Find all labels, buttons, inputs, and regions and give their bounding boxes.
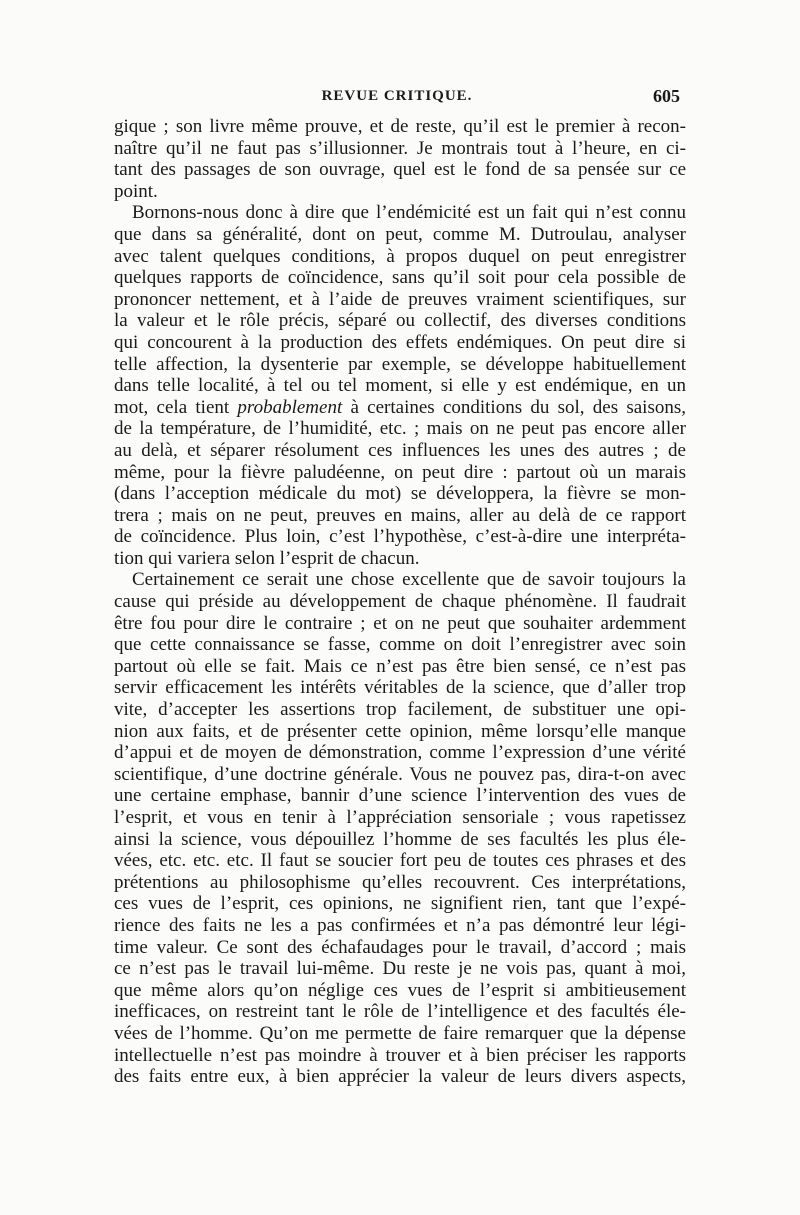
text-line: de la température, de l’humidité, etc. ; mais on ne peut pas encore aller: [114, 418, 686, 440]
text-line: inefficaces, on restreint tant le rôle de l’intelligence et des facultés éle-: [114, 1001, 686, 1023]
text-line: au delà, et séparer résolument ces influences les unes des autres ; de: [114, 439, 686, 461]
text-line: point.: [114, 180, 158, 202]
text-line: ces vues de l’esprit, ces opinions, ne signifient rien, tant que l’expé-: [114, 893, 686, 915]
text-line: cause qui préside au développement de chaque phénomène. Il faudrait: [114, 591, 686, 613]
text-line: time valeur. Ce sont des échafaudages pour le travail, d’accord ; mais: [114, 936, 686, 958]
text-line: l’esprit, et vous en tenir à l’appréciation sensoriale ; vous rapetissez: [114, 807, 686, 828]
text-line: intellectuelle n’est pas moindre à trouver et à bien préciser les rapports: [114, 1044, 686, 1066]
body-text: [114, 116, 686, 1088]
text-line: vite, d’accepter les assertions trop facilement, de substituer une opi-: [114, 699, 686, 721]
text-line: être fou pour dire le contraire ; et on ne peut que souhaiter ardemment: [114, 612, 686, 634]
text-line: Bornons-nous donc à dire que l’endémicité est un fait qui n’est connu: [132, 202, 686, 224]
text-line: des faits entre eux, à bien apprécier la valeur de leurs divers aspects,: [114, 1066, 686, 1088]
text-line: gique ; son livre même prouve, et de reste, qu’il est le premier à recon-: [114, 116, 686, 137]
text-segment: mot, cela tient: [114, 396, 238, 418]
text-line: trera ; mais on ne peut, preuves en mains, aller au delà de ce rapport: [114, 504, 686, 526]
text-line: telle affection, la dysenterie par exemple, se développe habituellement: [114, 353, 686, 375]
text-line: naître qu’il ne faut pas s’illusionner. Je montrais tout à l’heure, en ci-: [114, 137, 686, 159]
text-line: Certainement ce serait une chose excellente que de savoir toujours la: [132, 569, 686, 591]
text-segment: à certaines conditions du sol, des saisons,: [342, 396, 686, 418]
text-line: rience des faits ne les a pas confirmées et n’a pas démontré leur légi-: [114, 914, 686, 936]
text-line: de coïncidence. Plus loin, c’est l’hypothèse, c’est-à-dire une interpréta-: [114, 526, 686, 548]
text-line: avec talent quelques conditions, à propos duquel on peut enregistrer: [114, 245, 686, 267]
text-line: dans telle localité, à tel ou tel moment, si elle y est endémique, en un: [114, 375, 686, 397]
italic-segment: probablement: [237, 396, 343, 418]
text-line: ainsi la science, vous dépouillez l’homme de ses facultés les plus éle-: [114, 828, 686, 850]
text-line: tion qui variera selon l’esprit de chacun.: [114, 547, 420, 569]
text-line: qui concourent à la production des effets endémiques. On peut dire si: [114, 331, 686, 353]
text-line: partout où elle se fait. Mais ce n’est pas être bien sensé, ce n’est pas: [114, 655, 686, 677]
text-line: que cette connaissance se fasse, comme on doit l’enregistrer avec soin: [114, 634, 686, 656]
text-line: scientifique, d’une doctrine générale. Vous ne pouvez pas, dira-t-on avec: [114, 763, 686, 785]
text-line: (dans l’acception médicale du mot) se développera, la fièvre se mon-: [114, 483, 686, 505]
text-line: vées, etc. etc. etc. Il faut se soucier fort peu de toutes ces phrases et des: [114, 850, 686, 872]
page-number: 605: [653, 86, 680, 106]
text-line: même, pour la fièvre paludéenne, on peut dire : partout où un marais: [114, 461, 686, 483]
text-line: servir efficacement les intérêts véritables de la science, que d’aller trop: [114, 677, 686, 699]
text-line: quelques rapports de coïncidence, sans qu’il soit pour cela possible de: [114, 267, 686, 289]
text-line: la valeur et le rôle précis, séparé ou collectif, des diverses conditions: [114, 310, 686, 332]
text-line: une certaine emphase, bannir d’une science l’intervention des vues de: [114, 785, 686, 807]
text-line: [114, 397, 686, 419]
text-line: que dans sa généralité, dont on peut, comme M. Dutroulau, analyser: [114, 223, 686, 245]
text-line: d’appui et de moyen de démonstration, comme l’expression d’une vérité: [114, 742, 686, 764]
running-head: [114, 84, 680, 108]
text-line: nion aux faits, et de présenter cette opinion, même lorsqu’elle manque: [114, 720, 686, 742]
text-line: prétentions au philosophisme qu’elles recouvrent. Ces interprétations,: [114, 871, 686, 893]
text-line: prononcer nettement, et à l’aide de preuves vraiment scientifiques, sur: [114, 288, 686, 310]
text-line: tant des passages de son ouvrage, quel est le fond de sa pensée sur ce: [114, 159, 686, 181]
text-line: vées de l’homme. Qu’on me permette de faire remarquer que la dépense: [114, 1022, 686, 1044]
running-title: REVUE CRITIQUE.: [321, 88, 473, 104]
text-line: que même alors qu’on néglige ces vues de l’esprit si ambitieusement: [114, 979, 686, 1001]
text-line: ce n’est pas le travail lui-même. Du reste je ne vois pas, quant à moi,: [114, 958, 686, 980]
